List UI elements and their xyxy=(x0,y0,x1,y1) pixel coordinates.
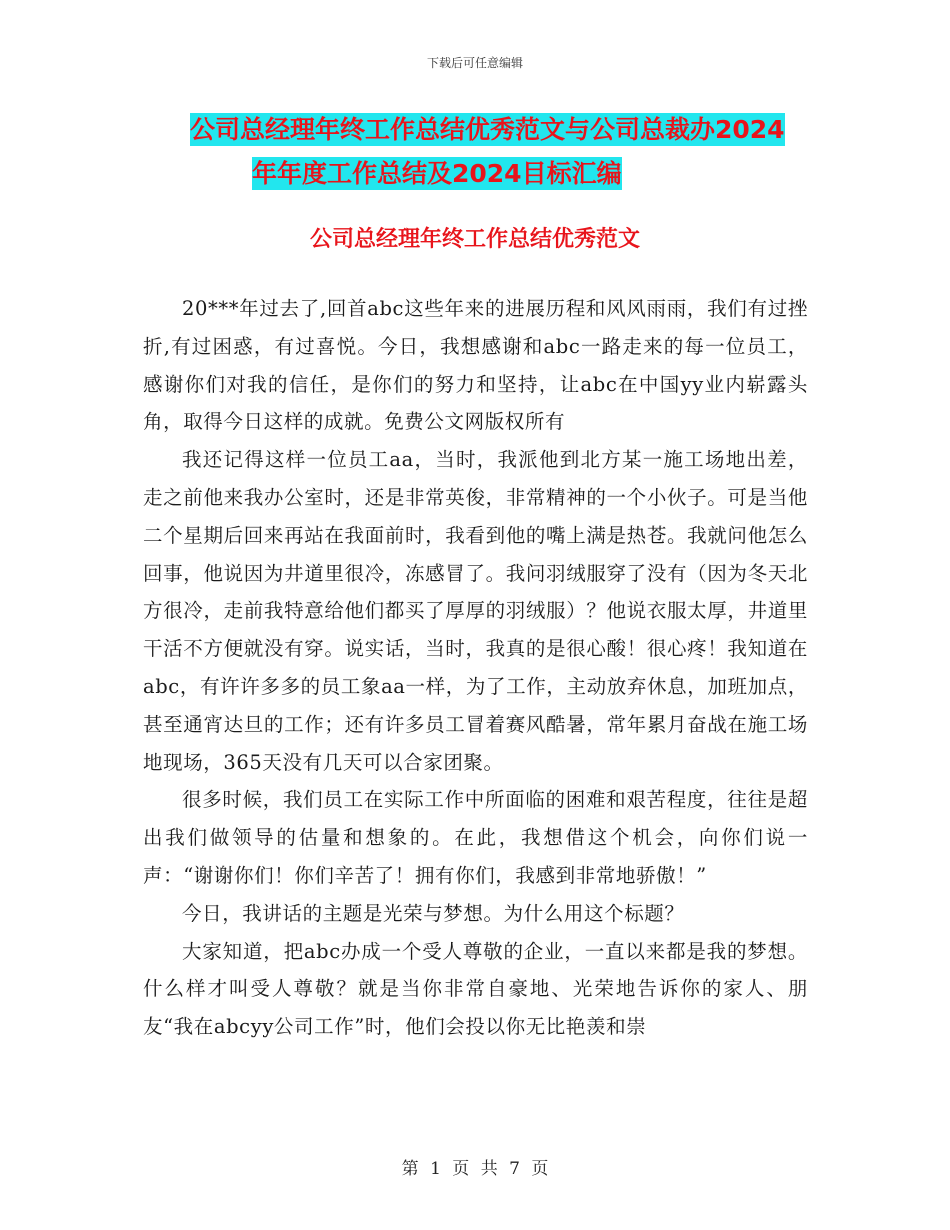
paragraph: 我还记得这样一位员工aa，当时，我派他到北方某一施工场地出差，走之前他来我办公室时，还是非常英俊，非常精神的一个小伙子。可是当他二个星期后回来再站在我面前时，我看到他的嘴上满是热苍。我就问他怎么回事，他说因为井道里很冷，冻感冒了。我问羽绒服穿了没有（因为冬天北方很冷，走前我特意给他们都买了厚厚的羽绒服）？他说衣服太厚，井道里干活不方便就没有穿。说实话，当时，我真的是很心酸！很心疼！我知道在abc，有许许多多的员工象aa一样，为了工作，主动放弃休息，加班加点，甚至通宵达旦的工作；还有许多员工冒着赛风酷暑，常年累月奋战在施工场地现场，365天没有几天可以合家团聚。 xyxy=(143,448,808,774)
body-text xyxy=(143,290,808,1046)
document-title xyxy=(190,108,810,196)
section-title: 公司总经理年终工作总结优秀范文 xyxy=(309,227,640,252)
document-title-line-1: 公司总经理年终工作总结优秀范文与公司总裁办2024 xyxy=(190,115,785,144)
paragraph: 很多时候，我们员工在实际工作中所面临的困难和艰苦程度，往往是超出我们做领导的估量和想象的。在此，我想借这个机会，向你们说一声：“谢谢你们！你们辛苦了！拥有你们，我感到非常地骄傲！” xyxy=(143,788,808,887)
paragraph: 20***年过去了,回首abc这些年来的进展历程和风风雨雨，我们有过挫折,有过困惑，有过喜悦。今日，我想感谢和abc一路走来的每一位员工，感谢你们对我的信任，是你们的努力和坚持，让abc在中国yy业内崭露头角，取得今日这样的成就。免费公文网版权所有 xyxy=(143,297,808,434)
page-footer: 第 1 页 共 7 页 xyxy=(401,1159,549,1179)
paragraph: 大家知道，把abc办成一个受人尊敬的企业，一直以来都是我的梦想。什么样才叫受人尊敬？就是当你非常自豪地、光荣地告诉你的家人、朋友“我在abcyy公司工作”时，他们会投以你无比艳羡和崇 xyxy=(143,939,808,1039)
document-title-line-2: 年年度工作总结及2024目标汇编 xyxy=(252,159,622,188)
header-note: 下载后可任意编辑 xyxy=(426,56,523,70)
paragraph: 今日，我讲话的主题是光荣与梦想。为什么用这个标题？ xyxy=(182,901,685,925)
